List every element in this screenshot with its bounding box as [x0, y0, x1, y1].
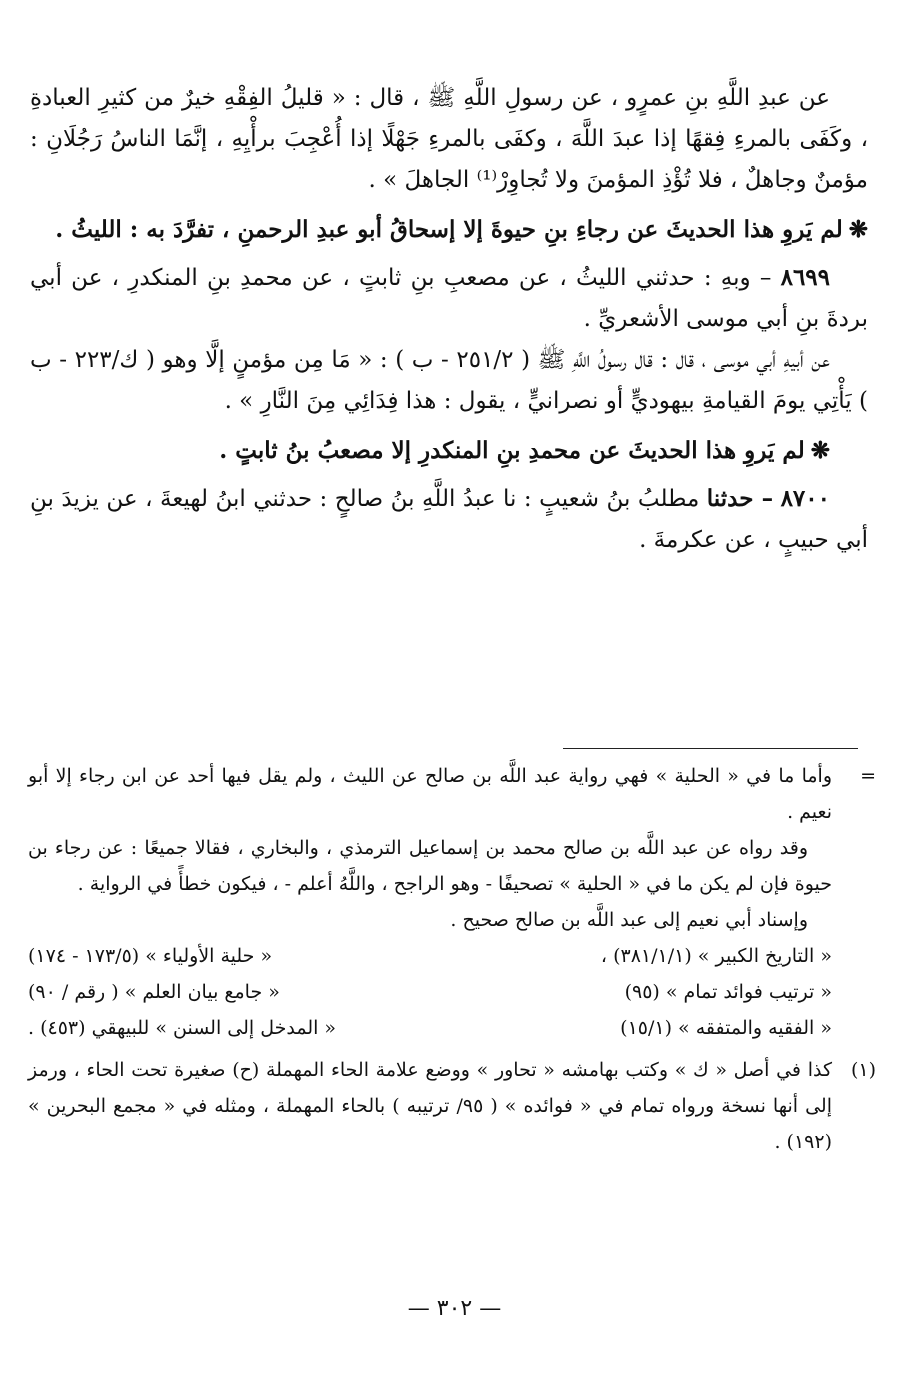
main-text	[30, 78, 868, 561]
footnote-text: كذا في أصل « ك » وكتب بهامشه « تحاور » ووضع علامة الحاء المهملة (ح) صغيرة تحت الحاء ، ورمز إلى أنها نسخة ورواه تمام في « فوائده » ( ٩٥/ ترتيبه ) بالحاء المهملة ، ومثله في « مجمع البحرين » (١٩٢) .	[28, 1059, 832, 1153]
hadith-chain-text: مطلبُ بنُ شعيبٍ : نا عبدُ اللَّهِ بنُ صالحٍ : حدثني ابنُ لهيعةَ ، عن يزيدَ بنِ أبي حبيبٍ ، عن عكرمةَ .	[30, 486, 868, 553]
footnote-text: وقد رواه عن عبد اللَّه بن صالح محمد بن إسماعيل الترمذي ، والبخاري ، فقالا جميعًا : عن رجاء بن حيوة فإن لم يكن ما في « الحلية » تصحيفًا - وهو الراجح ، واللَّهُ أعلم - ، فيكون خطأً في الرواية .	[28, 837, 832, 895]
reference-item: « جامع بيان العلم » ( رقم / ٩٠)	[28, 981, 280, 1003]
narration-note	[30, 430, 868, 472]
footnote-1	[28, 1052, 876, 1160]
reference-item: « ترتيب فوائد تمام » (٩٥)	[624, 981, 832, 1003]
hadith-number: ٨٧٠٠	[780, 485, 830, 512]
reference-row	[28, 938, 832, 974]
narration-note-text: لم يَروِ هذا الحديثَ عن محمدِ بنِ المنكدرِ إلا مصعبُ بنُ ثابتٍ .	[219, 437, 805, 464]
narration-note-text: لم يَروِ هذا الحديثَ عن رجاءِ بنِ حيوةَ إلا إسحاقُ أبو عبدِ الرحمنِ ، تفرَّدَ به : الليثُ .	[55, 216, 843, 243]
hadith-8699-chain	[30, 257, 868, 340]
reference-item: « حلية الأولياء » (١٧٣/٥ - ١٧٤)	[28, 945, 273, 967]
footnote-text: وإسناد أبي نعيم إلى عبد اللَّه بن صالح صحيح .	[450, 909, 808, 931]
reference-list	[28, 938, 876, 1046]
footnotes	[28, 758, 876, 1160]
continuation-mark: =	[860, 765, 876, 787]
footnote-text: وأما ما في « الحلية » فهي رواية عبد اللَّه بن صالح عن الليث ، ولم يقل فيها أحد عن ابن رجاء إلا أبو نعيم .	[28, 765, 832, 823]
hadith-8700-chain	[30, 478, 868, 561]
hadith-lead: – حدثنا	[706, 485, 774, 512]
hadith-number: ٨٦٩٩	[780, 264, 831, 291]
hadith-text-paragraph: عن عبدِ اللَّهِ بنِ عمرٍو ، عن رسولِ اللَّهِ ﷺ ، قال : « قليلُ الفِقْهِ خيرٌ من كثيرِ العبادةِ ، وكَفَى بالمرءِ فِقهًا إذا عبدَ اللَّهَ ، وكفَى بالمرءِ جَهْلًا إذا أُعْجِبَ برأْيِهِ ، إنَّمَا الناسُ رَجُلَانِ : مؤمنٌ وجاهلٌ ، فلا تُؤْذِ المؤمنَ ولا تُجاوِرْ⁽¹⁾ الجاهلَ » .	[30, 85, 868, 193]
star-icon: ❋	[810, 437, 830, 464]
hadith-chain-text: – وبهِ : حدثني الليثُ ، عن مصعبِ بنِ ثابتٍ ، عن محمدِ بنِ المنكدرِ ، عن أبي بردةَ بنِ أبي موسى الأشعريِّ .	[30, 265, 868, 332]
narration-note	[30, 209, 868, 251]
footnote-marker: (١)	[850, 1059, 876, 1081]
page-number: — ٣٠٢ —	[407, 1296, 502, 1321]
hadith-text-paragraph: عن أبيهِ أبي موسى ، قال : قال رسولُ اللَّهِ ﷺ ( ٢٥١/٢ - ب ) : « مَا مِن مؤمنٍ إلَّا وهو ( ك/٢٢٣ - ب ) يَأْتِي يومَ القيامةِ بيهوديٍّ أو نصرانيٍّ ، يقول : هذا فِدَائِي مِنَ النَّارِ » .	[30, 347, 868, 414]
reference-item: « الفقيه والمتفقه » (١٥/١)	[620, 1017, 832, 1039]
reference-item: « المدخل إلى السنن » للبيهقي (٤٥٣) .	[28, 1017, 337, 1039]
footnote-continuation	[28, 758, 876, 830]
footnote-divider	[563, 748, 858, 749]
star-icon: ❋	[848, 216, 868, 243]
reference-item: « التاريخ الكبير » (٣٨١/١/١) ،	[600, 945, 832, 967]
reference-row	[28, 974, 832, 1010]
reference-row	[28, 1010, 832, 1046]
